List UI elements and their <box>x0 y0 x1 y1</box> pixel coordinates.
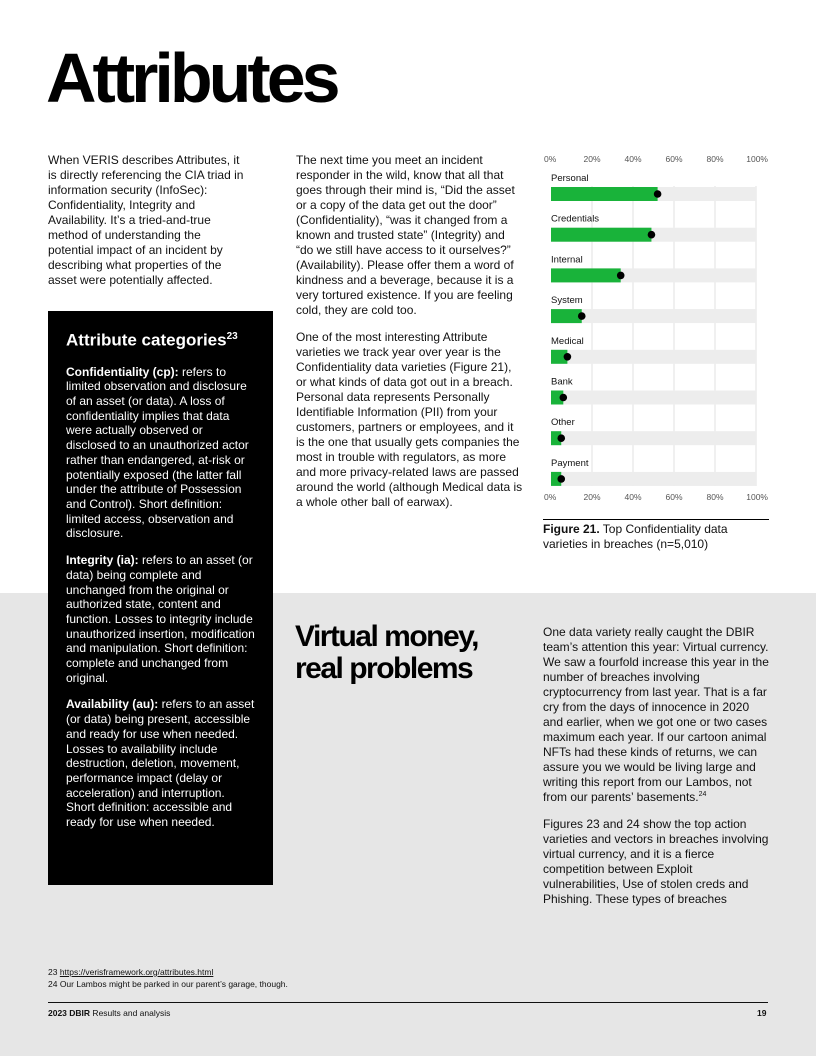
x-tick-label-bottom: 80% <box>706 492 724 502</box>
confidentiality-text: refers to limited observation and disclosure of an asset (or data). A loss of confidentiality implies that data were actually observed or disclosed to an unauthorized actor rather than endangered, at-risk or potentially exposed (the latter fall under the attribute of Possession and Control). Short definition: limited access, observation and disclosure. <box>66 364 249 541</box>
attribute-categories-sidebar <box>48 311 273 885</box>
column-three <box>543 625 771 919</box>
point-system <box>578 312 586 320</box>
section-heading-line1: Virtual money, <box>295 620 478 653</box>
sidebar-title-footnote: 23 <box>226 331 238 342</box>
footer-rule <box>48 1002 768 1003</box>
bar-track-bank <box>551 391 756 405</box>
category-label-bank: Bank <box>551 376 573 388</box>
footnote-24: 24 Our Lambos might be parked in our parent’s garage, though. <box>48 979 288 989</box>
x-tick-label-top: 0% <box>544 154 557 164</box>
caption-label: Figure 21. <box>543 522 600 536</box>
footer-section: Results and analysis <box>90 1008 171 1018</box>
point-credentials <box>648 231 656 239</box>
x-tick-label-top: 60% <box>665 154 683 164</box>
confidentiality-term: Confidentiality (cp): <box>66 364 179 379</box>
bar-track-other <box>551 431 756 445</box>
x-tick-label-top: 20% <box>583 154 601 164</box>
point-internal <box>617 272 625 280</box>
integrity-term: Integrity (ia): <box>66 553 139 568</box>
caption-text: Top Confidentiality data varieties in breaches (n=5,010) <box>543 522 728 551</box>
sidebar-title-text: Attribute categories <box>66 330 227 350</box>
category-label-payment: Payment <box>551 457 589 469</box>
integrity-definition <box>66 553 255 685</box>
footnote-23-link[interactable]: https://verisframework.org/attributes.html <box>59 967 214 977</box>
footer-report-label <box>48 1008 170 1018</box>
x-tick-label-bottom: 40% <box>624 492 642 502</box>
chart-svg <box>543 150 773 510</box>
x-tick-label-bottom: 20% <box>583 492 601 502</box>
intro-paragraph: When VERIS describes Attributes, it is directly referencing the CIA triad in information security (InfoSec): Confidentiality, Integrity and Availability. It’s a tried-and-true method of understanding the potential impact of an incident by describing what properties of the asset were potentially affected. <box>48 153 244 287</box>
page-number: 19 <box>757 1008 767 1018</box>
integrity-text: refers to an asset (or data) being complete and unchanged from the original or authorized state, content and function. Losses to integrity include unauthorized insertion, modification and manipulation. Short definition: complete and unchanged from original. <box>66 553 255 685</box>
virtual-currency-paragraph <box>543 625 771 805</box>
x-tick-label-top: 40% <box>624 154 642 164</box>
footnote-23-number: 23 <box>48 967 60 977</box>
bar-internal <box>551 268 621 282</box>
point-personal <box>654 190 662 198</box>
x-tick-label-bottom: 0% <box>544 492 557 502</box>
confidentiality-definition <box>66 365 255 541</box>
footnote-23 <box>48 966 288 978</box>
virtual-currency-text: One data variety really caught the DBIR team’s attention this year: Virtual currency. We saw a fourfold increase this year in the number of breaches involving cryptocurrency from last year. That is a far cry from the days of innocence in 2020 and earlier, when we got one or two cases maximum each year. If our cartoon animal NFTs had these kinds of returns, we can assure you we would be living large and writing this report from our Lambos, not from our parents’ basements. <box>543 625 769 804</box>
section-heading <box>295 621 535 685</box>
section-heading-line2: real problems <box>295 652 473 685</box>
bar-track-medical <box>551 350 756 364</box>
footer-report: 2023 DBIR <box>48 1008 91 1018</box>
point-other <box>557 434 565 442</box>
caption-rule <box>543 519 769 520</box>
bar-system <box>551 309 582 323</box>
point-bank <box>560 394 568 402</box>
category-label-medical: Medical <box>551 335 584 347</box>
page-title: Attributes <box>46 39 337 117</box>
category-label-personal: Personal <box>551 173 589 184</box>
x-tick-label-top: 80% <box>706 154 724 164</box>
point-payment <box>557 475 565 483</box>
data-varieties-paragraph: One of the most interesting Attribute varieties we track year over year is the Confidentiality data varieties (Figure 21), or what kinds of data got out in a breach. Personal data represents Personally Identifiable Information (PII) from your customers, partners or employees, and it is the one that usually gets companies the most in trouble with regulators, as more and more privacy-related laws are passed around the world (although Medical data is a whole other ball of earwax). <box>296 330 523 509</box>
x-tick-label-top: 100% <box>746 154 768 164</box>
sidebar-title <box>66 327 255 351</box>
category-label-credentials: Credentials <box>551 213 600 225</box>
category-label-other: Other <box>551 417 575 429</box>
footnote-ref-24: 24 <box>698 791 707 798</box>
incident-responder-paragraph: The next time you meet an incident responder in the wild, know that all that goes through their mind is, “Did the asset or a copy of the data get out the door” (Confidentiality), “was it changed from a known and trusted state” (Integrity) and “do we still have access to it ourselves?” (Availability). Please offer them a word of kindness and a beverage, because it is a very tortured existence. If you are feeling cold, they are cold too. <box>296 153 515 317</box>
availability-text: refers to an asset (or data) being present, accessible and ready for use when needed. Losses to availability include destruction, deletion, movement, performance impact (delay or acceleration) and interruption. Short definition: accessible and ready for use when needed. <box>66 697 255 830</box>
availability-term: Availability (au): <box>66 697 159 712</box>
figures-paragraph: Figures 23 and 24 show the top action varieties and vectors in breaches involving virtual currency, and it is a fierce competition between Exploit vulnerabilities, Use of stolen creds and Phishing. These types of breaches <box>543 817 769 906</box>
column-two <box>296 153 524 522</box>
figure-caption <box>543 522 769 552</box>
point-medical <box>564 353 572 361</box>
bar-personal <box>551 187 658 201</box>
bar-track-payment <box>551 472 756 486</box>
bar-credentials <box>551 228 651 242</box>
confidentiality-varieties-chart <box>543 150 773 510</box>
category-label-system: System <box>551 295 583 307</box>
availability-definition <box>66 697 255 829</box>
footnotes <box>48 966 288 990</box>
x-tick-label-bottom: 100% <box>746 492 768 502</box>
category-label-internal: Internal <box>551 254 583 266</box>
x-tick-label-bottom: 60% <box>665 492 683 502</box>
